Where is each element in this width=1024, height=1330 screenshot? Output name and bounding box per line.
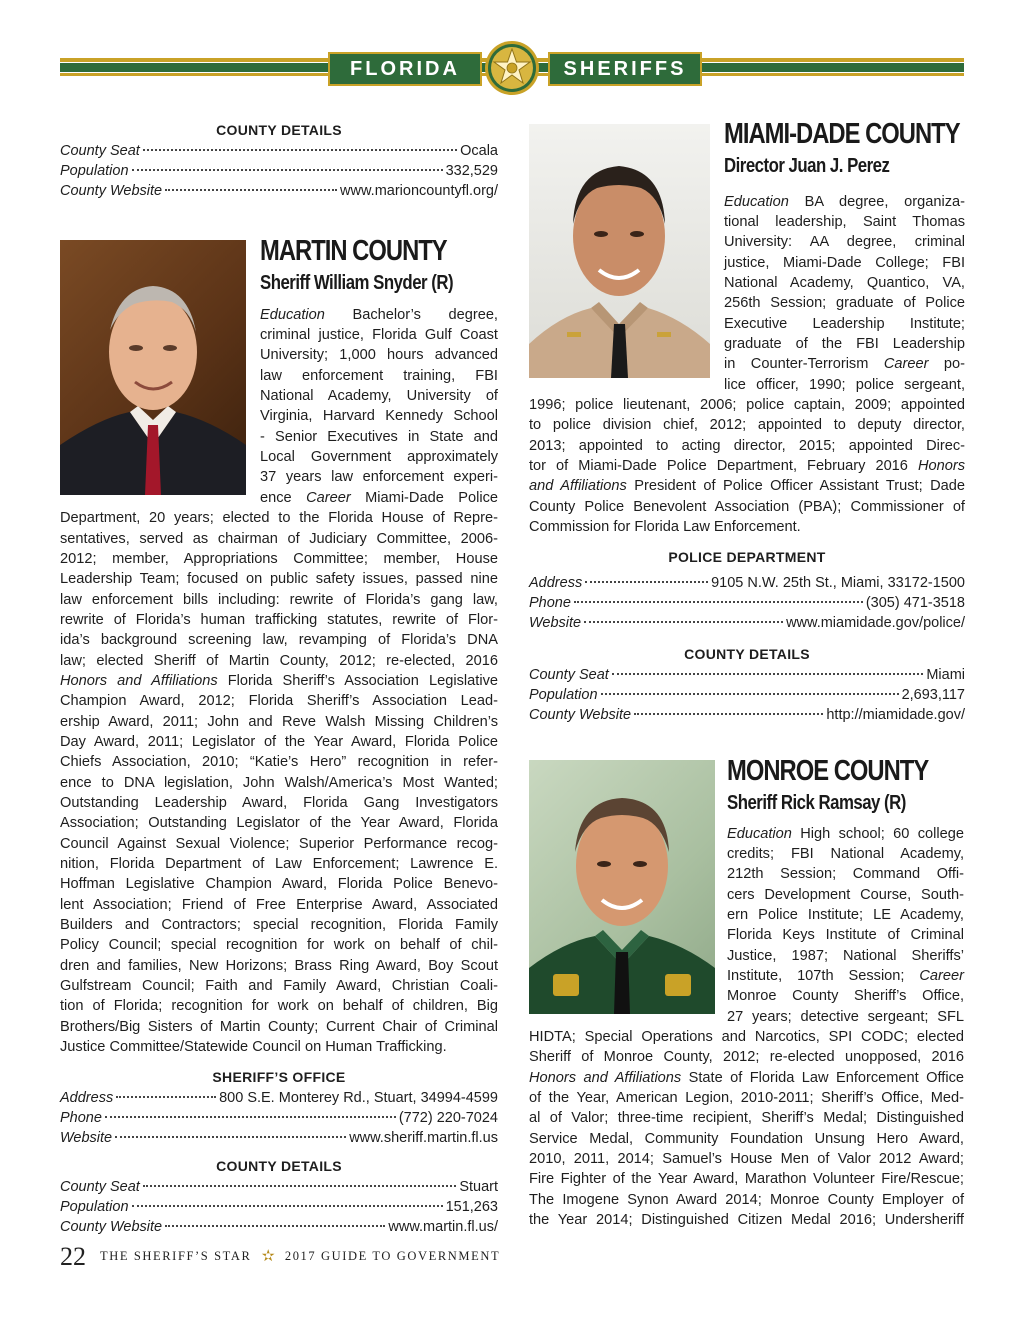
bio-line: Florida Keys Institute of Criminal (727, 927, 964, 943)
bio-line: Local Government approximately (260, 449, 498, 465)
detail-label: Population (60, 163, 129, 179)
bio-line: 2010, 2011, 2014; Samuel’s House Men of Valor 2012 Award; (529, 1151, 964, 1167)
detail-value: Miami (926, 667, 965, 683)
footer-star-icon: ✫ (261, 1248, 275, 1265)
bio-line: tor of Miami-Dade Police Department, February 2016 Honors (529, 458, 965, 474)
bio-line: 256th Session; graduate of Police (724, 295, 965, 311)
martin-details-heading: COUNTY DETAILS (216, 1158, 342, 1174)
miami-dept-row (529, 613, 965, 633)
bio-line: tion of Florida; recognition for work on behalf of children, Big (60, 998, 498, 1014)
banner-florida: FLORIDA (328, 52, 482, 86)
monroe-county-title: MONROE COUNTY (727, 755, 929, 787)
bio-line: County Police Benevolent Association (PBA); Commissioner of (529, 499, 965, 515)
detail-value: http://miamidade.gov/ (826, 707, 965, 723)
detail-value: Stuart (459, 1179, 498, 1195)
bio-line: 27 years; detective sergeant; SFL (727, 1009, 964, 1025)
bio-line: University: AA degree, criminal (724, 234, 965, 250)
bio-line: Justice, 1987; National Sheriffs’ (727, 948, 964, 964)
bio-line: 212th Session; Command Offi- (727, 866, 964, 882)
detail-label: Phone (529, 595, 571, 611)
detail-value: www.sheriff.martin.fl.us (349, 1130, 498, 1146)
detail-label: County Seat (529, 667, 609, 683)
marion-detail-row (60, 161, 498, 181)
bio-line: Commission for Florida Law Enforcement. (529, 519, 801, 535)
bio-line: tional leadership, Saint Thomas (724, 214, 965, 230)
bio-line: Gulfstream Council; Faith and Family Award, Christian Coali- (60, 978, 498, 994)
detail-label: County Website (529, 707, 632, 723)
bio-line: Day Award, 2011; Legislator of the Year Award, Florida Police (60, 734, 498, 750)
detail-label: County Seat (60, 143, 140, 159)
bio-line: Leadership Team; focused on public safety issues, passed nine (60, 571, 498, 587)
bio-line: Justice Committee/Statewide Council on Human Trafficking. (60, 1039, 447, 1055)
miami-dept-row (529, 593, 965, 613)
bio-line: Monroe County Sheriff’s Office, (727, 988, 964, 1004)
detail-label: County Seat (60, 1179, 140, 1195)
bio-line: law enforcement training, FBI (260, 368, 498, 384)
martin-detail-row (60, 1217, 498, 1237)
bio-line: ida’s background screening law, revamping of Florida’s DNA (60, 632, 498, 648)
miami-director-photo (529, 124, 710, 378)
bio-line: criminal justice, Florida Gulf Coast (260, 327, 498, 343)
bio-line: ern Police Institute; LE Academy, (727, 907, 964, 923)
detail-value: www.martin.fl.us/ (388, 1219, 498, 1235)
bio-line: Honors and Affiliations Florida Sheriff’s Association Legislative (60, 673, 499, 689)
marion-details-heading: COUNTY DETAILS (216, 122, 342, 138)
bio-line: The Imogene Synon Award 2014; Monroe County Employer of (529, 1192, 964, 1208)
bio-line: Champion Award, 2012; Florida Sheriff’s Association Lead- (60, 693, 498, 709)
bio-line: 1996; police lieutenant, 2006; police captain, 2009; appointed (529, 397, 965, 413)
bio-line: Hoffman Legislative Champion Award, Florida Police Benevo- (60, 876, 498, 892)
bio-line: 2012; member, Appropriations Committee; member, House (60, 551, 498, 567)
bio-line: Honors and Affiliations State of Florida Law Enforcement Office (529, 1070, 964, 1086)
bio-line: to police division chief, 2012; appointed to deputy director, (529, 417, 965, 433)
bio-line: 37 years law enforcement experi- (260, 469, 498, 485)
monroe-sheriff-name: Sheriff Rick Ramsay (R) (727, 792, 906, 814)
bio-line: Chiefs Association, 2010; “Katie’s Hero” recognition in refer- (60, 754, 498, 770)
bio-line: Council Against Sexual Violence; Superior Performance recog- (60, 836, 498, 852)
miami-details-heading: COUNTY DETAILS (684, 646, 810, 662)
detail-value: (772) 220-7024 (398, 1110, 498, 1126)
detail-label: Address (60, 1090, 114, 1106)
detail-label: Website (60, 1130, 113, 1146)
bio-line: lent Association; Friend of Free Enterprise Award, Associated (60, 897, 498, 913)
monroe-sheriff-photo (529, 760, 715, 1014)
detail-value: www.miamidade.gov/police/ (786, 615, 965, 631)
detail-label: County Website (60, 183, 163, 199)
bio-line: nition, Florida Department of Law Enforcement; Lawrence E. (60, 856, 498, 872)
miami-county-title: MIAMI-DADE COUNTY (724, 118, 960, 150)
bio-line: law enforcement bills including: rewrite of Florida’s gang law, (60, 592, 498, 608)
bio-line: sentatives, served as chairman of Judiciary Committee, 2006- (60, 531, 498, 547)
bio-line: Outstanding Leadership Award, Florida Gang Investigators (60, 795, 498, 811)
detail-label: Website (529, 615, 582, 631)
martin-detail-row (60, 1197, 498, 1217)
bio-line: 2013; appointed to acting director, 2015; appointed Direc- (529, 438, 965, 454)
martin-office-row (60, 1128, 498, 1148)
bio-line: National Academy, Quantico, VA, (724, 275, 965, 291)
detail-value: 2,693,117 (901, 687, 965, 703)
detail-label: Address (529, 575, 583, 591)
detail-value: 332,529 (445, 163, 498, 179)
bio-line: Education Bachelor’s degree, (260, 307, 498, 323)
detail-label: Population (529, 687, 598, 703)
martin-detail-row (60, 1177, 498, 1197)
detail-label: County Website (60, 1219, 163, 1235)
bio-line: dren and families, New Horizons; Brass Ring Award, Boy Scout (60, 958, 498, 974)
marion-detail-row (60, 141, 498, 161)
bio-line: ership Award, 2011; John and Reve Walsh Missing Children’s (60, 714, 498, 730)
martin-sheriff-photo (60, 240, 246, 495)
bio-line: National Academy, University of (260, 388, 498, 404)
bio-line: Education High school; 60 college (727, 826, 964, 842)
detail-value: 151,263 (445, 1199, 498, 1215)
bio-line: Brothers/Big Sisters of Martin County; Current Chair of Criminal (60, 1019, 498, 1035)
bio-line: Service Medal, Community Foundation Unsung Hero Award, (529, 1131, 964, 1147)
detail-value: Ocala (460, 143, 498, 159)
footer-guide: 2017 GUIDE TO GOVERNMENT (284, 1249, 501, 1263)
bio-line: rewrite of Florida’s human trafficking statutes, rewrite of Flor- (60, 612, 498, 628)
bio-line: HIDTA; Special Operations and Narcotics, SPI CODC; elected (529, 1029, 964, 1045)
martin-sheriff-name: Sheriff William Snyder (R) (260, 272, 454, 294)
bio-line: justice, Miami-Dade College; FBI (724, 255, 965, 271)
detail-label: Population (60, 1199, 129, 1215)
miami-dept-heading: POLICE DEPARTMENT (668, 549, 826, 565)
martin-office-heading: SHERIFF’S OFFICE (212, 1069, 346, 1085)
bio-line: University; 1,000 hours advanced (260, 347, 498, 363)
bio-line: law; elected Sheriff of Martin County, 2012; re-elected, 2016 (60, 653, 498, 669)
bio-line: lice officer, 1990; police sergeant, (724, 377, 965, 393)
detail-label: Phone (60, 1110, 102, 1126)
bio-line: Policy Council; special recognition for work on behalf of chil- (60, 937, 498, 953)
bio-line: credits; FBI National Academy, (727, 846, 964, 862)
page-number: 22 (60, 1242, 86, 1271)
bio-line: Institute, 107th Session; Career (727, 968, 964, 984)
banner-sheriffs: SHERIFFS (548, 52, 702, 86)
bio-line: Department, 20 years; elected to the Florida House of Repre- (60, 510, 498, 526)
detail-value: 800 S.E. Monterey Rd., Stuart, 34994-4599 (219, 1090, 498, 1106)
miami-detail-row (529, 705, 965, 725)
bio-line: graduate of the FBI Leadership (724, 336, 965, 352)
bio-line: Sheriff of Monroe County, 2012; re-elected unopposed, 2016 (529, 1049, 964, 1065)
bio-line: ence Career Miami-Dade Police (260, 490, 498, 506)
bio-line: Virginia, Harvard Kennedy School (260, 408, 498, 424)
martin-county-title: MARTIN COUNTY (260, 235, 447, 267)
bio-line: - Senior Executives in State and (260, 429, 498, 445)
bio-line: of the Year, American Legion, 2010-2011; Sheriff’s Office, Med- (529, 1090, 964, 1106)
miami-detail-row (529, 665, 965, 685)
detail-value: www.marioncountyfl.org/ (340, 183, 498, 199)
footer-publication: THE SHERIFF’S STAR (100, 1249, 252, 1263)
miami-dept-row (529, 573, 965, 593)
bio-line: the Year 2014; Distinguished Citizen Medal 2016; Undersheriff (529, 1212, 964, 1228)
bio-line: Builders and Contractors; special recognition, Florida Family (60, 917, 498, 933)
marion-detail-row (60, 181, 498, 201)
martin-office-row (60, 1088, 498, 1108)
bio-line: Education BA degree, organiza- (724, 194, 965, 210)
bio-line: and Affiliations President of Police Officer Assistant Trust; Dade (529, 478, 966, 494)
bio-line: ence to DNA legislation, John Walsh/America’s Most Wanted; (60, 775, 498, 791)
bio-line: al of Valor; three-time recipient, Sheriff’s Medal; Distinguished (529, 1110, 964, 1126)
martin-office-row (60, 1108, 498, 1128)
bio-line: Executive Leadership Institute; (724, 316, 965, 332)
bio-line: cers Development Course, South- (727, 887, 964, 903)
detail-value: 9105 N.W. 25th St., Miami, 33172-1500 (711, 575, 965, 591)
page-footer (60, 1242, 500, 1272)
bio-line: Fire Fighter of the Year Award, Marathon Volunteer Fire/Rescue; (529, 1171, 964, 1187)
detail-value: (305) 471-3518 (865, 595, 965, 611)
miami-detail-row (529, 685, 965, 705)
bio-line: Association; Outstanding Legislator of the Year Award, Florida (60, 815, 498, 831)
sheriff-star-icon (484, 40, 540, 96)
miami-director-name: Director Juan J. Perez (724, 155, 890, 177)
bio-line: in Counter-Terrorism Career po- (724, 356, 965, 372)
